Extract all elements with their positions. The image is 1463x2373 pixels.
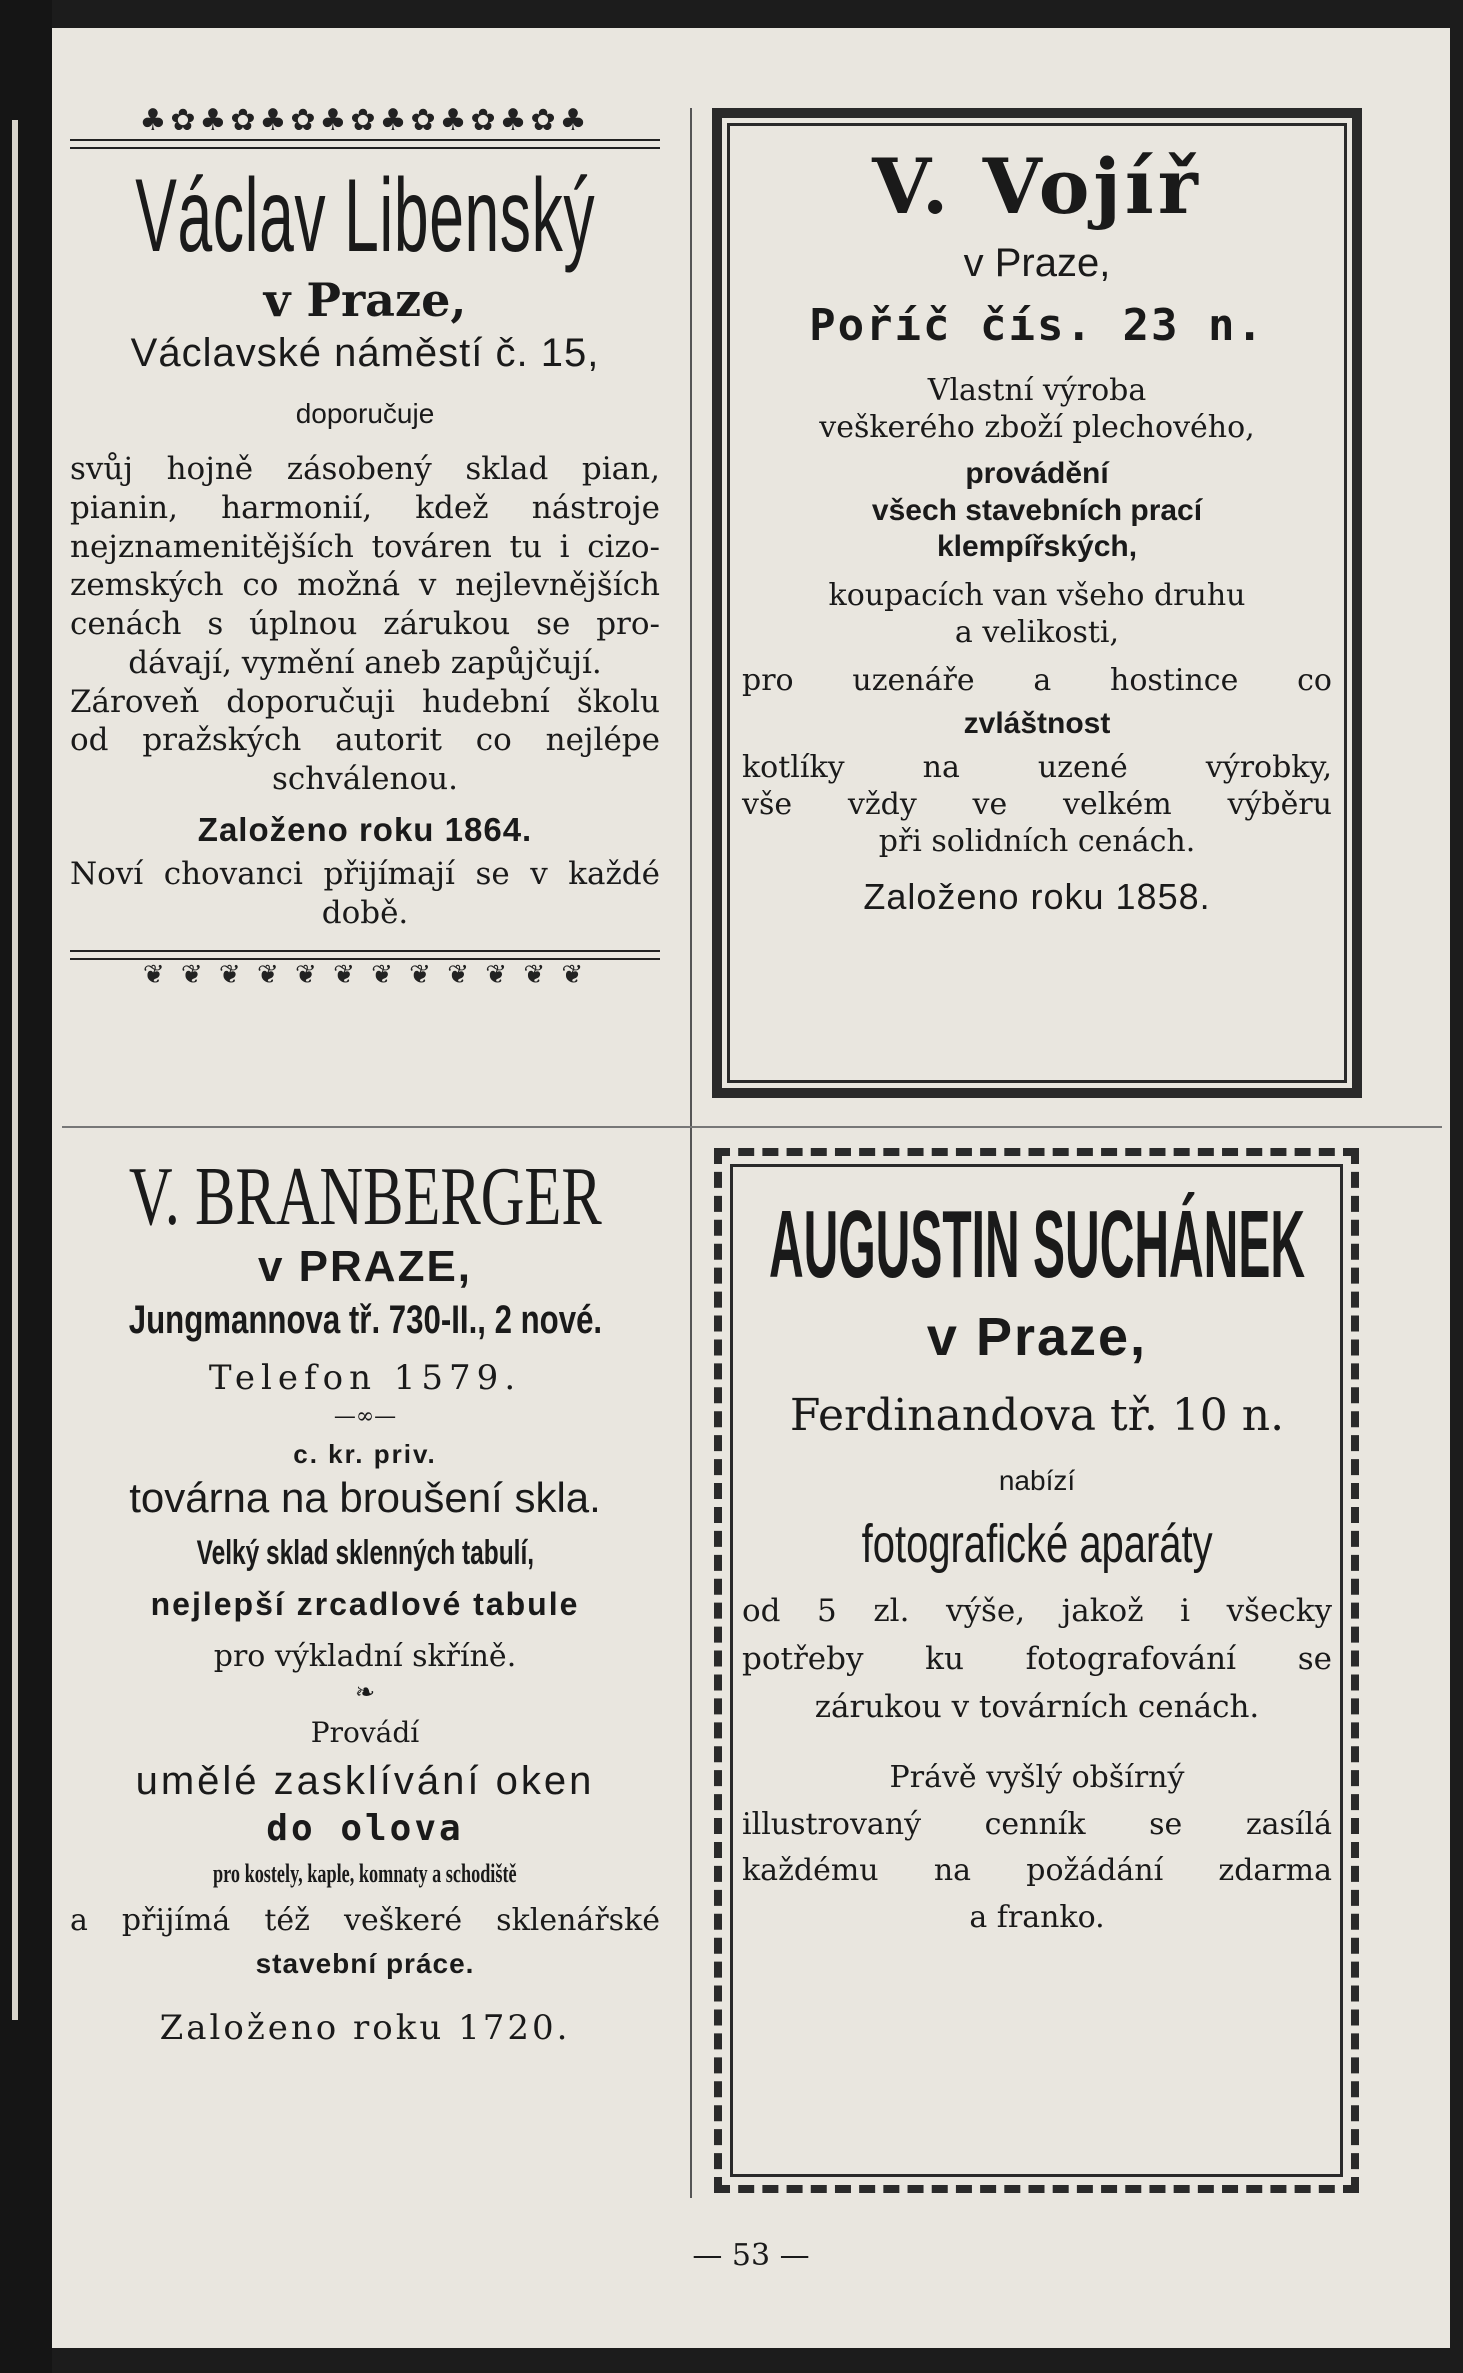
ornament-bottom: ❦ ❦ ❦ ❦ ❦ ❦ ❦ ❦ ❦ ❦ ❦ ❦	[142, 960, 588, 991]
body-line: zvláštnost	[963, 706, 1111, 740]
founded: Založeno roku 1720.	[159, 2008, 571, 2048]
body-line: pro uzenáře a hostince co	[742, 663, 1332, 699]
accepts: a přijímá též veškeré sklenářské	[70, 1903, 660, 1938]
body-line: svůj hojně zásobený sklad pian,	[70, 451, 660, 487]
body-line: zemských co možná v nejlevnějších	[70, 567, 660, 604]
ad-suchanek	[742, 1178, 1332, 1941]
body-line: Zároveň doporučuji hudební školu	[70, 683, 660, 720]
footer-line: Noví chovanci přijímají se v každé	[70, 855, 660, 892]
rule-top	[70, 139, 660, 149]
ornament-fleuron	[70, 1678, 660, 1706]
city: v Praze,	[263, 273, 467, 327]
body-line: koupacích van všeho druhu	[828, 577, 1246, 613]
body-line: kotlíky na uzené výrobky,	[742, 750, 1332, 786]
body-line: všech stavebních prací	[871, 493, 1203, 527]
body-line: a velikosti,	[954, 614, 1120, 650]
body-line: veškerého zboží plechového,	[819, 409, 1255, 445]
body	[70, 450, 660, 799]
advertiser-name: Václav Libenský	[135, 158, 595, 274]
address: Poříč čís. 23 n.	[809, 300, 1265, 351]
column-divider	[690, 108, 692, 2198]
places: pro kostely, kaple, komnaty a schodiště	[213, 1859, 517, 1888]
body-line: nejznamenitějších továren tu i cizo-	[70, 528, 660, 565]
glazing: umělé zasklívání oken	[135, 1759, 595, 1803]
body-line: při solidních cenách.	[878, 823, 1196, 859]
body-line: provádění	[965, 457, 1109, 491]
rule-bottom	[70, 950, 660, 960]
ad-vojir	[742, 138, 1332, 918]
footer	[70, 855, 660, 933]
lead: do olova	[266, 1808, 464, 1849]
body-line: cenách s úplnou zárukou se pro-	[70, 606, 660, 642]
catalog-line: Právě vyšlý obšírný	[889, 1760, 1185, 1796]
founded: Založeno roku 1858.	[863, 876, 1211, 918]
page	[52, 28, 1450, 2348]
advertiser-name: V. BRANBERGER	[128, 1150, 602, 1243]
body-line: dávají, vymění aneb zapůjčují.	[128, 644, 602, 681]
catalog-line: každému na požádání zdarma	[742, 1853, 1332, 1889]
city: v Praze,	[926, 1307, 1148, 1367]
body	[742, 1587, 1332, 1731]
catalog-line: a franko.	[969, 1899, 1105, 1935]
founded: Založeno roku 1864.	[197, 810, 533, 848]
scan-left-margin	[0, 0, 52, 2373]
factory: továrna na broušení skla.	[129, 1474, 601, 1521]
address: Václavské náměstí č. 15,	[130, 331, 600, 375]
body-line: schválenou.	[272, 761, 458, 797]
advertiser-name: AUGUSTIN SUCHÁNEK	[768, 1191, 1306, 1298]
mirrors: nejlepší zrcadlové tabule	[150, 1586, 580, 1622]
body-line: vše vždy ve velkém výběru	[742, 786, 1332, 822]
product: fotografické aparáty	[861, 1514, 1213, 1574]
catalog-line: illustrovaný cenník se zasílá	[742, 1806, 1332, 1842]
privilege: c. kr. priv.	[293, 1439, 437, 1469]
phone: Telefon 1579.	[208, 1358, 522, 1398]
ad-libensky	[70, 103, 660, 992]
previous-page-edge	[12, 120, 18, 2020]
ornament-top: ♣✿♣✿♣✿♣✿♣✿♣✿♣✿♣	[139, 103, 591, 138]
recommends: doporučuje	[295, 398, 435, 429]
body-line: pianin, harmonií, kdež nástroje	[70, 489, 660, 526]
ad-branberger	[70, 1148, 660, 2048]
row-divider	[62, 1126, 1442, 1128]
purpose: pro výkladní skříně.	[213, 1639, 517, 1674]
city: v Praze,	[963, 241, 1111, 285]
address: Ferdinandova tř. 10 n.	[789, 1390, 1285, 1441]
city: v PRAZE,	[257, 1242, 473, 1291]
provides: Provádí	[310, 1716, 420, 1749]
address: Jungmannova tř. 730-II., 2 nové.	[128, 1298, 602, 1342]
divider: —∞—	[333, 1404, 397, 1429]
advertiser-name: V. Vojíř	[872, 142, 1202, 231]
body	[742, 373, 1332, 860]
body-line: klempířských,	[936, 530, 1138, 564]
works: stavební práce.	[255, 1948, 475, 1979]
body-line: od 5 zl. výše, jakož i všecky	[742, 1593, 1332, 1629]
body-line: potřeby ku fotografování se	[742, 1641, 1332, 1678]
body-line: od pražských autorit co nejlépe	[70, 722, 660, 759]
body-line: zárukou v továrních cenách.	[814, 1689, 1260, 1726]
footer-line: době.	[321, 894, 409, 931]
page-number: — 53 —	[692, 2238, 810, 2273]
catalog	[742, 1755, 1332, 1941]
body-line: Vlastní výroba	[927, 373, 1147, 408]
offers: nabízí	[998, 1465, 1076, 1496]
fleuron-icon: ❧	[354, 1678, 376, 1706]
stock: Velký sklad sklenných tabulí,	[196, 1534, 534, 1572]
